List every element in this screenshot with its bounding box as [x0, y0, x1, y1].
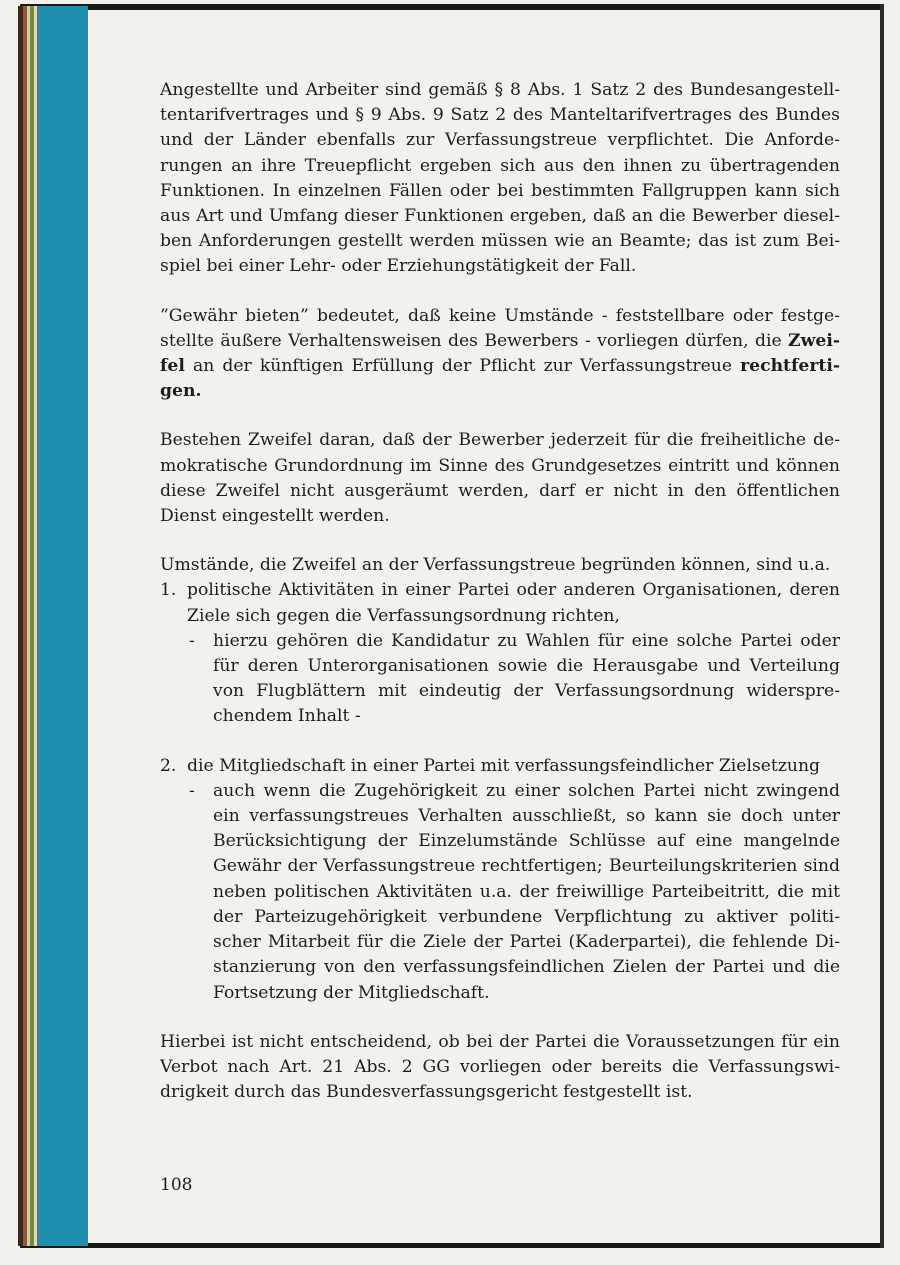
spine-blue-band	[40, 6, 88, 1246]
page-bottom-edge	[20, 1243, 880, 1248]
list-item-text: die Mitgliedschaft in einer Partei mit verfassungsfeindlicher Zielsetzung	[187, 755, 821, 776]
list-item	[160, 578, 840, 729]
page-number: 108	[160, 1175, 193, 1195]
text-run: ”Gewähr bieten” bedeutet, daß keine Umstände - feststellbare oder festgestellte äußere Verhaltensweisen des Bewerbers - vorliegen dürfen, die	[160, 305, 840, 351]
list-item-number: 2.	[160, 755, 177, 776]
paragraph-employees: Angestellte und Arbeiter sind gemäß § 8 Abs. 1 Satz 2 des Bundesangestelltentarifvertrages und § 9 Abs. 9 Satz 2 des Manteltarifvertrages des Bundes und der Länder ebenfalls zur Verfassungstreue verpflichtet. Die Anforderungen an ihre Treuepflicht ergeben sich aus den ihnen zu übertragenden Funktionen. In einzelnen Fällen oder bei bestimmten Fallgruppen kann sich aus Art und Umfang dieser Funktionen ergeben, daß an die Bewerber dieselben Anforderungen gestellt werden müssen wie an Beamte; das ist zum Beispiel bei einer Lehr- oder Erziehungstätigkeit der Fall.	[160, 80, 840, 277]
subpoint-text: auch wenn die Zugehörigkeit zu einer solchen Partei nicht zwingend ein verfassungstreues Verhalten ausschließt, so kann sie doch unter Berücksichtigung der Einzelumstände Schlüsse auf eine mangelnde Gewähr der Verfassungstreue rechtfertigen; Beurteilungskriterien sind neben politischen Aktivitäten u.a. der freiwillige Parteibeitritt, die mit der Parteizugehörigkeit verbundene Verpflichtung zu aktiver politischer Mitarbeit für die Ziele der Partei (Kaderpartei), die fehlende Distanzierung von den verfassungsfeindlichen Zielen der Partei und die Fortsetzung der Mitgliedschaft.	[213, 780, 840, 1003]
list-item-subpoint	[187, 629, 840, 730]
paragraph-gewaehr-bieten	[160, 304, 840, 405]
paragraph-zweifel: Bestehen Zweifel daran, daß der Bewerber jederzeit für die freiheitliche demokratische Grundordnung im Sinne des Grundgesetzes eintritt und können diese Zweifel nicht ausgeräumt werden, darf er nicht in den öffentlichen Dienst eingestellt werden.	[160, 430, 840, 527]
list-item-number: 1.	[160, 580, 177, 601]
page-body	[160, 78, 840, 1129]
text-run: an der künftigen Erfüllung der Pflicht zur Verfassungstreue	[184, 356, 741, 377]
page-right-edge	[880, 4, 884, 1248]
page-top-edge	[20, 4, 880, 10]
paragraph-parteiverbot: Hierbei ist nicht entscheidend, ob bei der Partei die Voraussetzungen für ein Verbot nach Art. 21 Abs. 2 GG vorliegen oder bereits die Verfassungswidrigkeit durch das Bundesverfassungsgericht festgestellt ist.	[160, 1031, 840, 1103]
bold-term-zweifel: Zweifel	[160, 330, 840, 377]
dash-marker: -	[189, 630, 195, 651]
list-item-text: politische Aktivitäten in einer Partei oder anderen Organisationen, deren Ziele sich gegen die Verfassungsordnung richten,	[187, 580, 840, 626]
bold-term-rechtfertigen: rechtfertigen.	[160, 356, 840, 402]
dash-marker: -	[189, 780, 195, 801]
list-item-subpoint	[187, 779, 840, 1006]
paragraph-umstaende: Umstände, die Zweifel an der Verfassungstreue begründen können, sind u.a.	[160, 555, 831, 576]
criteria-list	[160, 578, 840, 1005]
list-item	[160, 754, 840, 1006]
book-spine-edges	[18, 6, 88, 1246]
subpoint-text: hierzu gehören die Kandidatur zu Wahlen für eine solche Partei oder für deren Unterorganisationen sowie die Herausgabe und Verteilung von Flugblättern mit eindeutig der Verfassungsordnung widersprechendem Inhalt -	[213, 630, 840, 727]
